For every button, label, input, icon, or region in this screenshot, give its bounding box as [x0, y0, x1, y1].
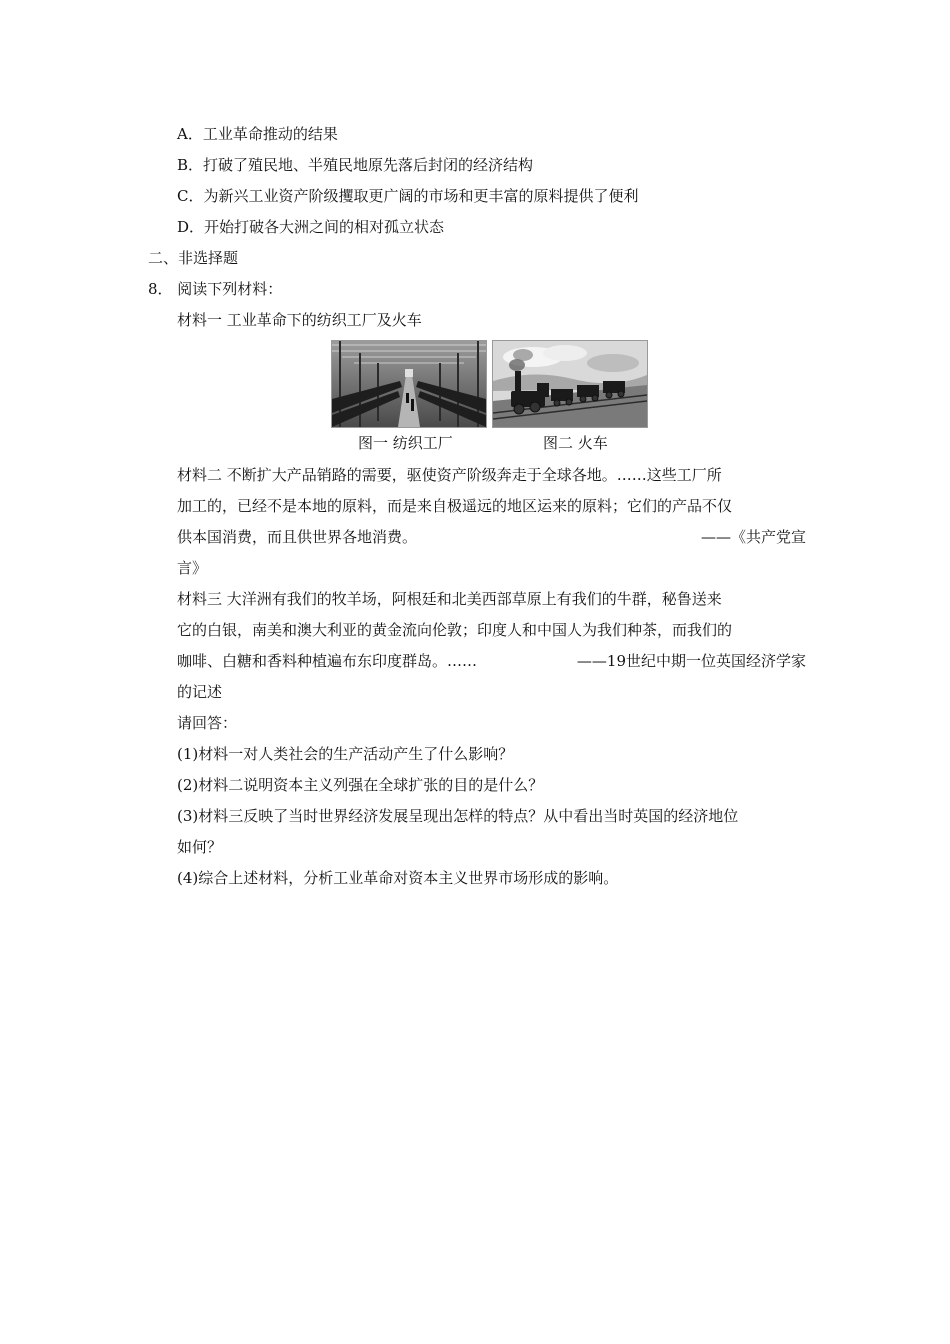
material-3-line-3-text: 咖啡、白糖和香料种植遍布东印度群岛。……	[177, 652, 478, 670]
choice-c: C．为新兴工业资产阶级攫取更广阔的市场和更丰富的原料提供了便利	[177, 187, 639, 205]
figure-1-caption: 图一 纺织工厂	[358, 434, 453, 452]
choice-d: D．开始打破各大洲之间的相对孤立状态	[177, 218, 445, 236]
material-2-line-4: 言》	[177, 559, 208, 577]
question-1: (1)材料一对人类社会的生产活动产生了什么影响？	[177, 745, 514, 763]
material-3-line-4: 的记述	[177, 683, 223, 701]
material-2-line-1: 材料二 不断扩大产品销路的需要，驱使资产阶级奔走于全球各地。……这些工厂所	[177, 466, 722, 484]
material-2-line-2: 加工的，已经不是本地的原料，而是来自极遥远的地区运来的原料；它们的产品不仅	[177, 497, 733, 515]
answer-prompt: 请回答：	[177, 714, 238, 732]
question-3-line-1: (3)材料三反映了当时世界经济发展呈现出怎样的特点？从中看出当时英国的经济地位	[177, 807, 739, 825]
textile-factory-illustration	[332, 341, 486, 427]
material-1-title: 材料一 工业革命下的纺织工厂及火车	[177, 311, 422, 329]
material-2-line-3-text: 供本国消费，而且供世界各地消费。	[177, 528, 418, 546]
material-3-line-3	[177, 651, 806, 671]
question-3-line-2: 如何？	[177, 838, 223, 856]
question-4: (4)综合上述材料，分析工业革命对资本主义世界市场形成的影响。	[177, 869, 619, 887]
train-image	[492, 340, 648, 428]
choice-a: A．工业革命推动的结果	[177, 125, 338, 143]
material-2-line-3	[177, 527, 806, 547]
material-2-source: ——《共产党宣	[700, 528, 806, 546]
choice-b: B．打破了殖民地、半殖民地原先落后封闭的经济结构	[177, 156, 534, 174]
material-3-source: ——19世纪中期一位英国经济学家	[576, 652, 806, 670]
section-title: 二、非选择题	[148, 249, 239, 267]
material-3-line-2: 它的白银，南美和澳大利亚的黄金流向伦敦；印度人和中国人为我们种茶，而我们的	[177, 621, 733, 639]
question-8-heading: 8． 阅读下列材料：	[148, 280, 283, 298]
question-2: (2)材料二说明资本主义列强在全球扩张的目的是什么？	[177, 776, 544, 794]
textile-factory-image	[331, 340, 487, 428]
train-illustration	[493, 341, 647, 427]
material-3-line-1: 材料三 大洋洲有我们的牧羊场，阿根廷和北美西部草原上有我们的牛群，秘鲁送来	[177, 590, 722, 608]
figure-2-caption: 图二 火车	[543, 434, 608, 452]
